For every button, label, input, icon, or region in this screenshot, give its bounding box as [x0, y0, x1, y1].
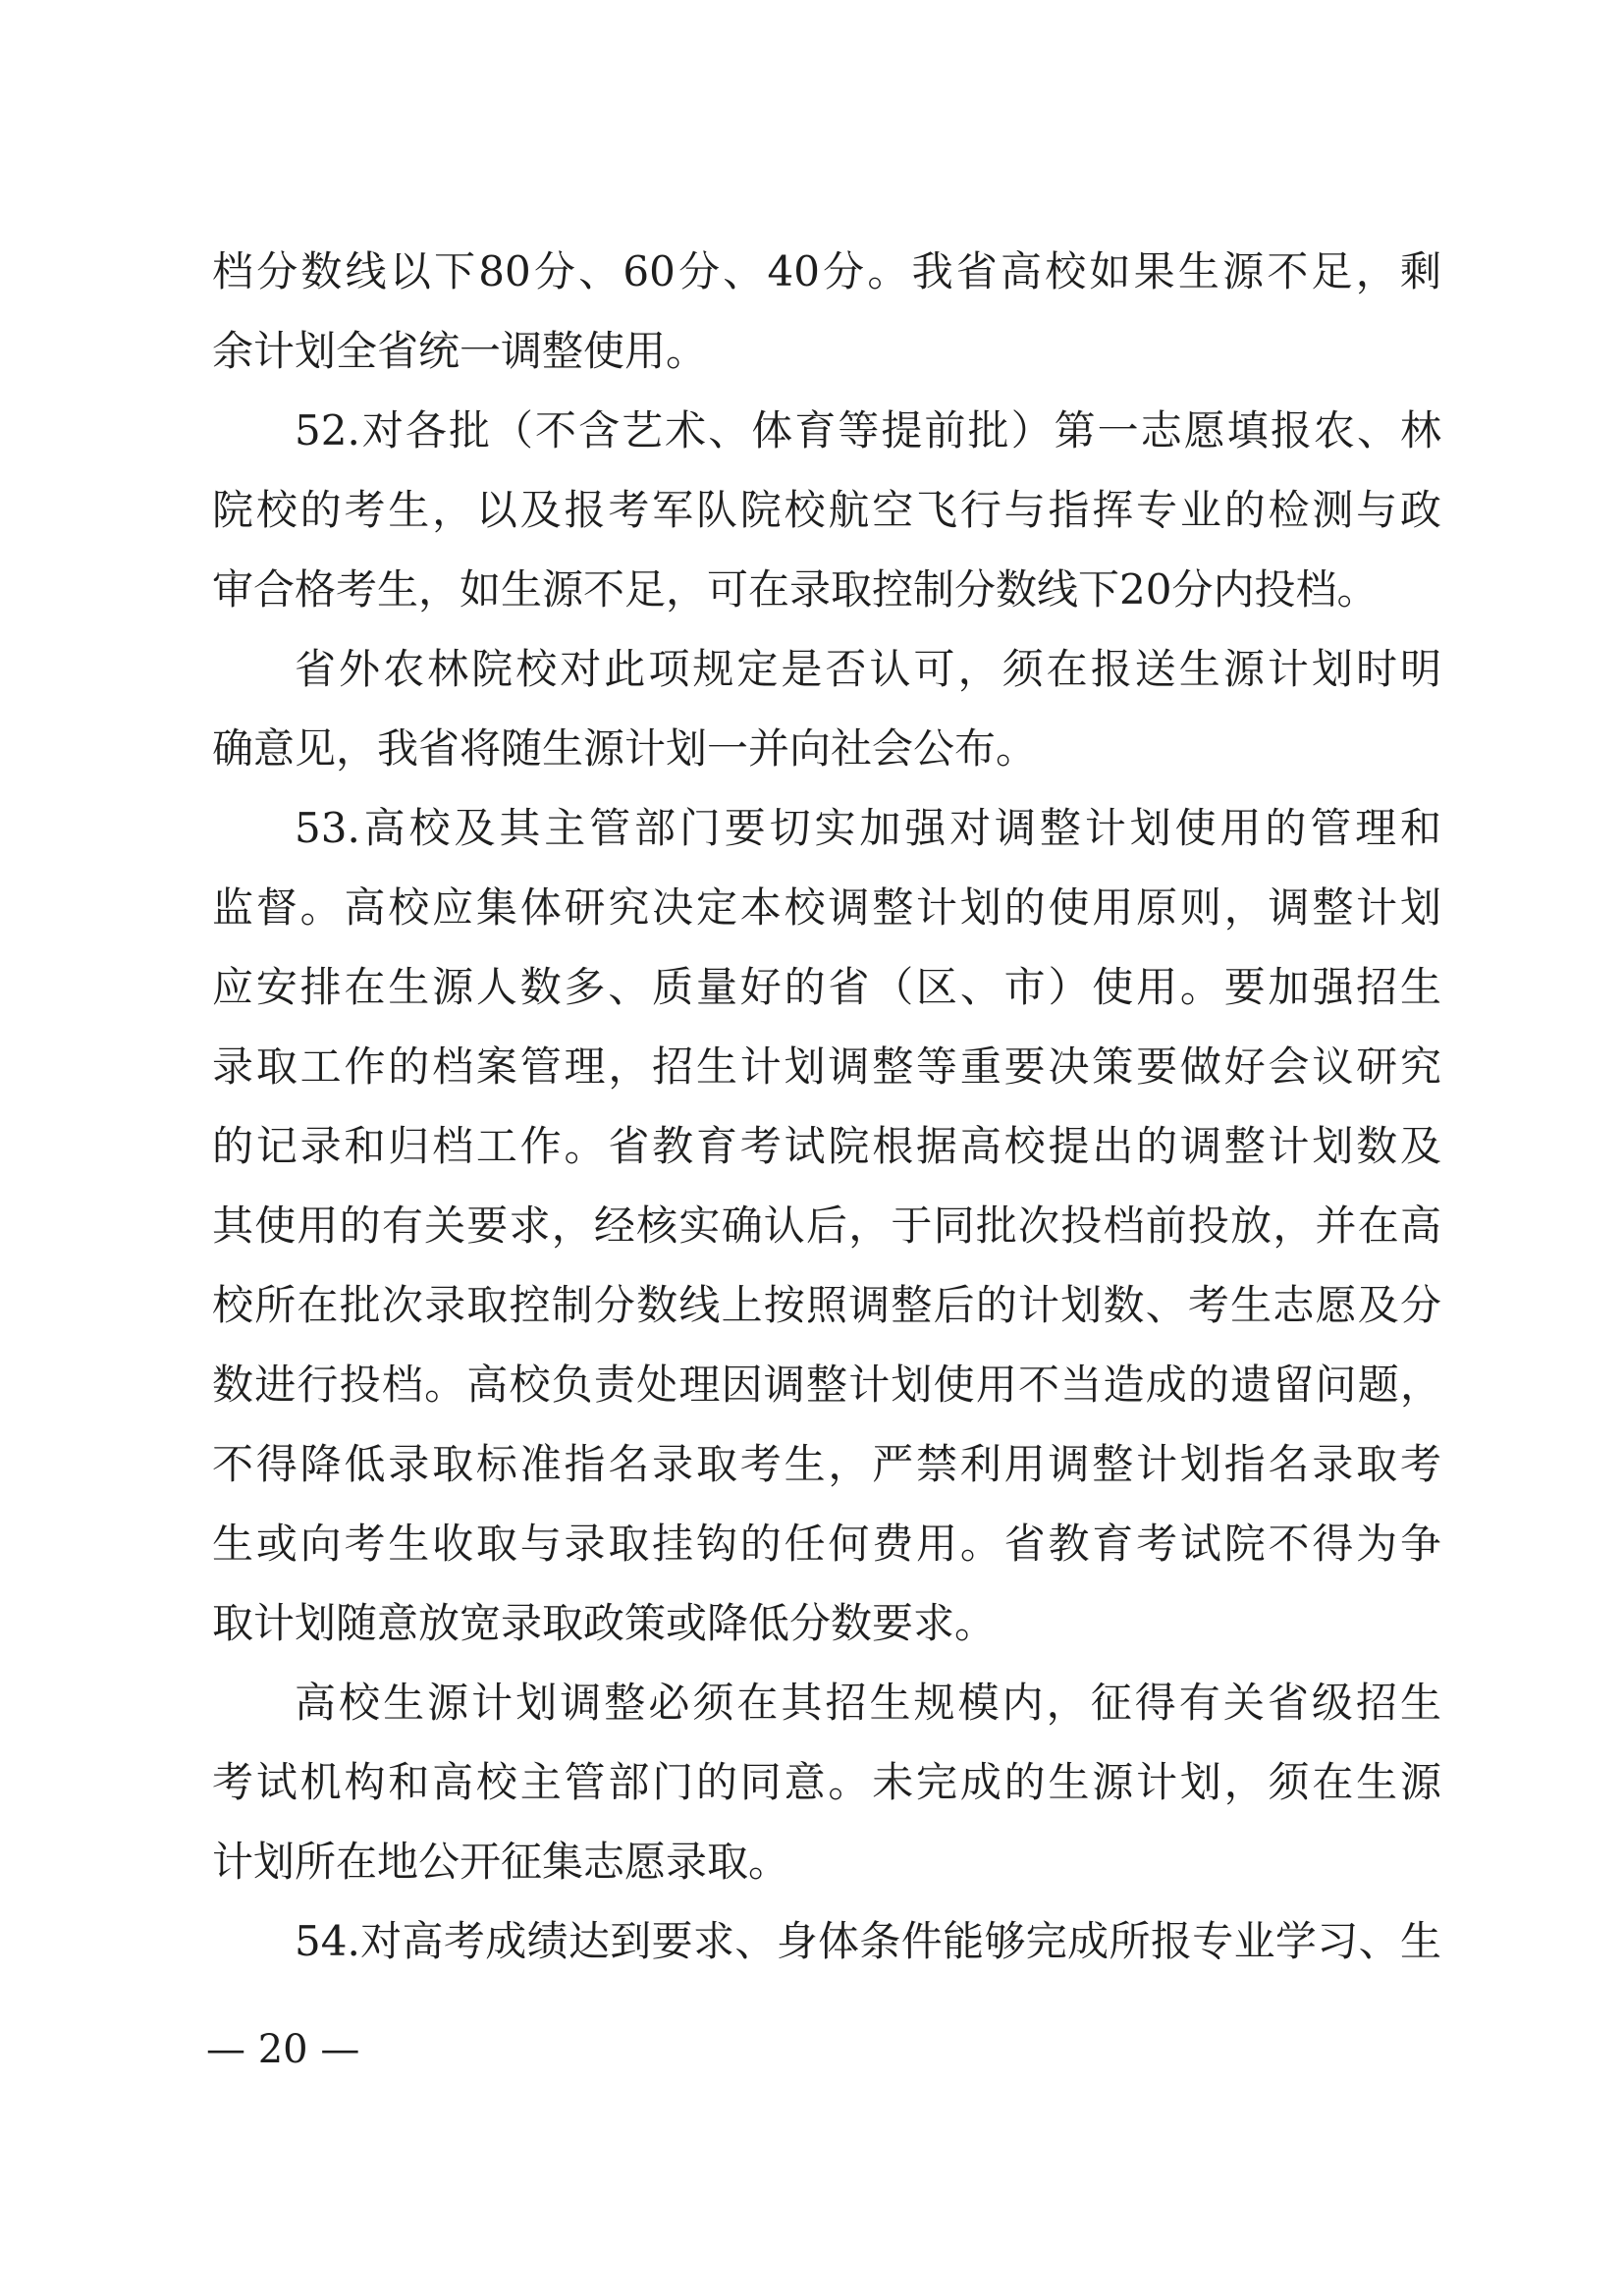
clause-54-first-line: 54.对高考成绩达到要求、身体条件能够完成所报专业学习、生	[295, 1917, 1441, 1965]
text-line: 应安排在生源人数多、质量好的省（区、市）使用。要加强招生	[212, 963, 1441, 1011]
text-line: 其使用的有关要求，经核实确认后，于同批次投档前投放，并在高	[212, 1201, 1441, 1250]
clause-52-first-line: 52.对各批（不含艺术、体育等提前批）第一志愿填报农、林	[295, 406, 1441, 454]
text-line: 余计划全省统一调整使用。	[212, 327, 708, 375]
text-line: 不得降低录取标准指名录取考生，严禁利用调整计划指名录取考	[212, 1440, 1441, 1488]
text-line: 的记录和归档工作。省教育考试院根据高校提出的调整计划数及	[212, 1122, 1441, 1170]
text-line: 监督。高校应集体研究决定本校调整计划的使用原则，调整计划	[212, 883, 1441, 932]
paragraph-first-line: 高校生源计划调整必须在其招生规模内，征得有关省级招生	[295, 1679, 1441, 1727]
text-line: 数进行投档。高校负责处理因调整计划使用不当造成的遗留问题，	[212, 1361, 1441, 1409]
page-number: — 20 —	[206, 2027, 360, 2072]
text-line: 档分数线以下80分、60分、40分。我省高校如果生源不足，剩	[212, 247, 1441, 295]
text-line: 取计划随意放宽录取政策或降低分数要求。	[212, 1599, 997, 1647]
text-line: 生或向考生收取与录取挂钩的任何费用。省教育考试院不得为争	[212, 1520, 1441, 1568]
clause-53-first-line: 53.高校及其主管部门要切实加强对调整计划使用的管理和	[295, 804, 1441, 852]
text-line: 院校的考生，以及报考军队院校航空飞行与指挥专业的检测与政	[212, 486, 1441, 534]
paragraph-first-line: 省外农林院校对此项规定是否认可，须在报送生源计划时明	[295, 645, 1441, 693]
text-line: 确意见，我省将随生源计划一并向社会公布。	[212, 724, 1038, 773]
text-line: 考试机构和高校主管部门的同意。未完成的生源计划，须在生源	[212, 1758, 1441, 1806]
body-text	[212, 232, 1441, 1981]
text-line: 录取工作的档案管理，招生计划调整等重要决策要做好会议研究	[212, 1042, 1441, 1091]
text-line: 计划所在地公开征集志愿录取。	[212, 1838, 790, 1886]
text-line: 审合格考生，如生源不足，可在录取控制分数线下20分内投档。	[212, 565, 1379, 614]
text-line: 校所在批次录取控制分数线上按照调整后的计划数、考生志愿及分	[212, 1281, 1441, 1329]
